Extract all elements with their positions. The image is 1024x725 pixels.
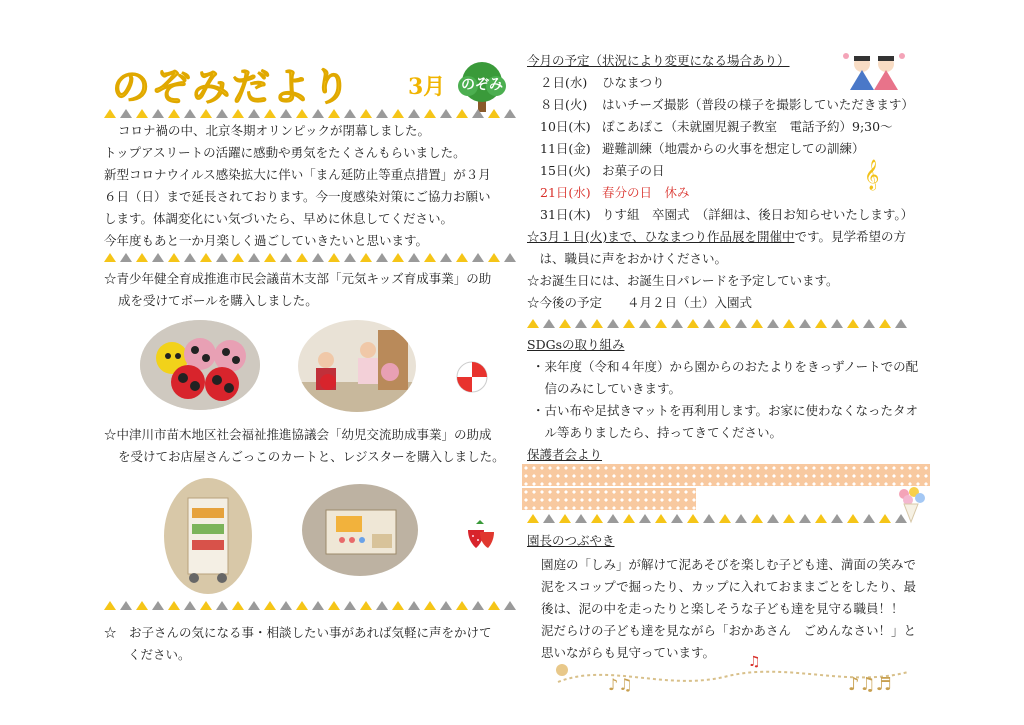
triangle-divider <box>527 318 917 328</box>
sdgs-heading: SDGsの取り組み <box>527 337 625 352</box>
divider-triangle <box>424 253 436 262</box>
divider-triangle <box>136 253 148 262</box>
grant2-line: を受けてお店屋さんごっこのカートと、レジスターを購入しました。 <box>118 449 505 464</box>
divider-triangle <box>895 514 907 523</box>
divider-triangle <box>504 601 516 610</box>
schedule-note: ☆お誕生日には、お誕生日パレードを予定しています。 <box>527 273 839 288</box>
divider-triangle <box>344 109 356 118</box>
divider-triangle <box>703 319 715 328</box>
schedule-item <box>540 138 914 160</box>
divider-triangle <box>751 319 763 328</box>
schedule-notes <box>527 226 906 314</box>
consult-section <box>104 622 492 666</box>
divider-triangle <box>719 514 731 523</box>
principal-heading: 園長のつぶやき <box>527 533 615 548</box>
intro-line: 新型コロナウイルス感染拡大に伴い「まん延防止等重点措置」が３月 <box>104 167 491 182</box>
divider-triangle <box>296 109 308 118</box>
divider-triangle <box>392 109 404 118</box>
grant1-section <box>104 268 491 312</box>
divider-triangle <box>751 514 763 523</box>
children-balls-photo <box>298 320 416 412</box>
divider-triangle <box>623 319 635 328</box>
divider-triangle <box>456 109 468 118</box>
divider-triangle <box>120 109 132 118</box>
divider-triangle <box>623 514 635 523</box>
beach-ball-icon <box>455 360 489 394</box>
divider-triangle <box>424 601 436 610</box>
divider-triangle <box>376 109 388 118</box>
intro-line: 今年度もあと一か月楽しく過ごしていきたいと思います。 <box>104 233 429 248</box>
tree-logo-icon <box>452 58 512 114</box>
divider-triangle <box>216 253 228 262</box>
sdgs-line: ・来年度（令和４年度）から園からのおたよりをきっずノートでの配 <box>532 359 919 374</box>
divider-triangle <box>799 514 811 523</box>
divider-triangle <box>120 601 132 610</box>
divider-triangle <box>104 109 116 118</box>
divider-triangle <box>687 514 699 523</box>
month-label: 3月 <box>408 74 446 100</box>
svg-text:♪♫♬: ♪♫♬ <box>848 674 892 695</box>
intro-line: します。体調変化にい気づいたら、早めに休息してください。 <box>104 211 454 226</box>
divider-triangle <box>879 514 891 523</box>
divider-triangle <box>591 319 603 328</box>
schedule-item <box>540 204 914 226</box>
divider-triangle <box>527 514 539 523</box>
divider-triangle <box>488 109 500 118</box>
divider-triangle <box>232 109 244 118</box>
schedule-date: ２日(水) <box>540 75 588 90</box>
triangle-divider <box>104 252 524 262</box>
schedule-item <box>540 94 914 116</box>
triangle-divider <box>527 513 917 523</box>
note-rest: です。見学希望の方 <box>794 229 906 244</box>
divider-triangle <box>168 601 180 610</box>
treble-clef-icon: 𝄞 <box>864 160 880 190</box>
divider-triangle <box>312 109 324 118</box>
grant1-line: 成を受けてボールを購入しました。 <box>118 293 318 308</box>
divider-triangle <box>687 319 699 328</box>
divider-triangle <box>559 319 571 328</box>
divider-triangle <box>504 253 516 262</box>
divider-triangle <box>168 253 180 262</box>
divider-triangle <box>488 253 500 262</box>
consult-line: ください。 <box>128 647 191 662</box>
divider-triangle <box>783 319 795 328</box>
principal-line: 思いながらも見守っています。 <box>541 645 716 660</box>
divider-triangle <box>639 514 651 523</box>
divider-triangle <box>280 601 292 610</box>
divider-triangle <box>296 253 308 262</box>
sdgs-line: ル等ありましたら、持ってきてください。 <box>532 425 783 440</box>
divider-triangle <box>543 514 555 523</box>
divider-triangle <box>136 109 148 118</box>
strawberry-icon <box>462 516 498 552</box>
sdgs-line: ・古い布や足拭きマットを再利用します。お家に使わなくなったタオ <box>532 403 919 418</box>
divider-triangle <box>440 109 452 118</box>
divider-triangle <box>735 514 747 523</box>
divider-triangle <box>863 319 875 328</box>
grant2-section <box>104 424 505 468</box>
divider-triangle <box>376 601 388 610</box>
divider-triangle <box>216 601 228 610</box>
divider-triangle <box>456 601 468 610</box>
intro-line: トップアスリートの活躍に感動や勇気をたくさんもらいました。 <box>104 145 466 160</box>
divider-triangle <box>527 319 539 328</box>
schedule-heading: 今月の予定（状況により変更になる場合あり） <box>527 53 790 68</box>
divider-triangle <box>248 601 260 610</box>
principal-line: 園庭の「しみ」が解けて泥あそびを楽しむ子ども達、満面の笑みで <box>541 557 917 572</box>
svg-text:のぞみ: のぞみ <box>461 77 503 93</box>
divider-triangle <box>735 319 747 328</box>
principal-line: 泥だらけの子ども達を見ながら「おかあさん ごめんなさい！」と <box>541 623 917 638</box>
divider-triangle <box>216 109 228 118</box>
sdgs-section <box>532 356 918 444</box>
divider-triangle <box>200 601 212 610</box>
divider-triangle <box>408 253 420 262</box>
divider-triangle <box>847 319 859 328</box>
principal-line: 後は、泥の中を走ったりと楽しそうな子ども達を見守る職員！！ <box>541 601 904 616</box>
schedule-date: 10日(木) <box>540 119 591 134</box>
schedule-list <box>540 72 914 226</box>
divider-triangle <box>200 109 212 118</box>
schedule-item-holiday <box>540 182 914 204</box>
divider-triangle <box>639 319 651 328</box>
divider-triangle <box>280 109 292 118</box>
divider-triangle <box>440 253 452 262</box>
divider-triangle <box>559 514 571 523</box>
divider-triangle <box>831 319 843 328</box>
divider-triangle <box>344 601 356 610</box>
svg-text:♫: ♫ <box>748 654 761 670</box>
divider-triangle <box>152 601 164 610</box>
schedule-text: 春分の日 休み <box>602 185 690 200</box>
divider-triangle <box>120 253 132 262</box>
divider-triangle <box>248 109 260 118</box>
intro-line: ６日（日）まで延長されております。今一度感染対策にご協力お願い <box>104 189 491 204</box>
schedule-text: ひなまつり <box>602 75 665 90</box>
divider-triangle <box>655 514 667 523</box>
register-photo <box>302 484 418 576</box>
divider-triangle <box>392 601 404 610</box>
divider-triangle <box>184 253 196 262</box>
guardian-band <box>522 488 696 510</box>
divider-triangle <box>296 601 308 610</box>
divider-triangle <box>408 109 420 118</box>
sdgs-line: 信のみにしていきます。 <box>532 381 682 396</box>
divider-triangle <box>152 109 164 118</box>
divider-triangle <box>264 253 276 262</box>
divider-triangle <box>607 514 619 523</box>
divider-triangle <box>815 514 827 523</box>
divider-triangle <box>488 601 500 610</box>
schedule-text: お菓子の日 <box>602 163 665 178</box>
divider-triangle <box>783 514 795 523</box>
divider-triangle <box>264 601 276 610</box>
divider-triangle <box>767 514 779 523</box>
divider-triangle <box>591 514 603 523</box>
divider-triangle <box>607 319 619 328</box>
schedule-date: 31日(木) <box>540 207 591 222</box>
divider-triangle <box>504 109 516 118</box>
schedule-note: ☆今後の予定 ４月２日（土）入園式 <box>527 295 753 310</box>
divider-triangle <box>575 514 587 523</box>
schedule-item <box>540 116 914 138</box>
music-notes-decoration <box>548 652 918 696</box>
schedule-text: はいチーズ撮影（普段の様子を撮影していただきます） <box>602 97 914 112</box>
guardian-band <box>522 464 930 486</box>
grant2-line: ☆中津川市苗木地区社会福祉推進協議会「幼児交流助成事業」の助成 <box>104 427 492 442</box>
schedule-date: 15日(火) <box>540 163 591 178</box>
schedule-text: 避難訓練（地震からの火事を想定しての訓練） <box>602 141 865 156</box>
schedule-text: ぽこあぽこ（未就園児親子教室 電話予約）9;30〜 <box>602 119 893 134</box>
divider-triangle <box>248 253 260 262</box>
divider-triangle <box>879 319 891 328</box>
divider-triangle <box>328 601 340 610</box>
triangle-divider <box>104 108 524 118</box>
schedule-note <box>527 226 906 248</box>
divider-triangle <box>360 601 372 610</box>
divider-triangle <box>280 253 292 262</box>
divider-triangle <box>104 601 116 610</box>
divider-triangle <box>671 514 683 523</box>
divider-triangle <box>312 253 324 262</box>
divider-triangle <box>456 253 468 262</box>
divider-triangle <box>655 319 667 328</box>
divider-triangle <box>232 253 244 262</box>
divider-triangle <box>200 253 212 262</box>
divider-triangle <box>392 253 404 262</box>
divider-triangle <box>575 319 587 328</box>
divider-triangle <box>719 319 731 328</box>
divider-triangle <box>472 601 484 610</box>
schedule-date: 11日(金) <box>540 141 591 156</box>
divider-triangle <box>136 601 148 610</box>
schedule-date: 21日(水) <box>540 185 591 200</box>
schedule-item <box>540 72 914 94</box>
divider-triangle <box>184 601 196 610</box>
schedule-note: は、職員に声をおかけください。 <box>527 251 728 266</box>
divider-triangle <box>895 319 907 328</box>
triangle-divider <box>104 600 524 610</box>
divider-triangle <box>328 109 340 118</box>
principal-line: 泥をスコップで掘ったり、カップに入れておままごとをしたり、最 <box>541 579 917 594</box>
divider-triangle <box>328 253 340 262</box>
divider-triangle <box>767 319 779 328</box>
divider-triangle <box>264 109 276 118</box>
intro-section <box>104 120 491 252</box>
svg-text:♪♫: ♪♫ <box>608 675 633 694</box>
guardian-heading: 保護者会より <box>527 447 603 462</box>
schedule-item <box>540 160 914 182</box>
divider-triangle <box>799 319 811 328</box>
schedule-date: ８日(火) <box>540 97 588 112</box>
divider-triangle <box>440 601 452 610</box>
divider-triangle <box>831 514 843 523</box>
divider-triangle <box>232 601 244 610</box>
divider-triangle <box>376 253 388 262</box>
divider-triangle <box>360 109 372 118</box>
divider-triangle <box>344 253 356 262</box>
divider-triangle <box>360 253 372 262</box>
divider-triangle <box>152 253 164 262</box>
divider-triangle <box>104 253 116 262</box>
grant1-line: ☆青少年健全育成推進市民会議苗木支部「元気キッズ育成事業」の助 <box>104 271 492 286</box>
divider-triangle <box>863 514 875 523</box>
divider-triangle <box>168 109 180 118</box>
balls-photo <box>140 320 260 410</box>
divider-triangle <box>847 514 859 523</box>
divider-triangle <box>472 109 484 118</box>
divider-triangle <box>543 319 555 328</box>
divider-triangle <box>703 514 715 523</box>
note-underlined: ☆3月１日(火)まで、ひなまつり作品展を開催中 <box>527 229 795 244</box>
schedule-text: りす組 卒園式 （詳細は、後日お知らせいたします。） <box>602 207 914 222</box>
principal-section <box>527 554 916 664</box>
divider-triangle <box>472 253 484 262</box>
divider-triangle <box>815 319 827 328</box>
consult-line: ☆ お子さんの気になる事・相談したい事があれば気軽に声をかけて <box>104 625 492 640</box>
newsletter-title: のぞみだより <box>112 65 353 109</box>
divider-triangle <box>671 319 683 328</box>
divider-triangle <box>184 109 196 118</box>
intro-line: コロナ禍の中、北京冬期オリンピックが閉幕しました。 <box>118 123 431 138</box>
divider-triangle <box>424 109 436 118</box>
divider-triangle <box>312 601 324 610</box>
divider-triangle <box>408 601 420 610</box>
cart-photo <box>164 478 252 594</box>
